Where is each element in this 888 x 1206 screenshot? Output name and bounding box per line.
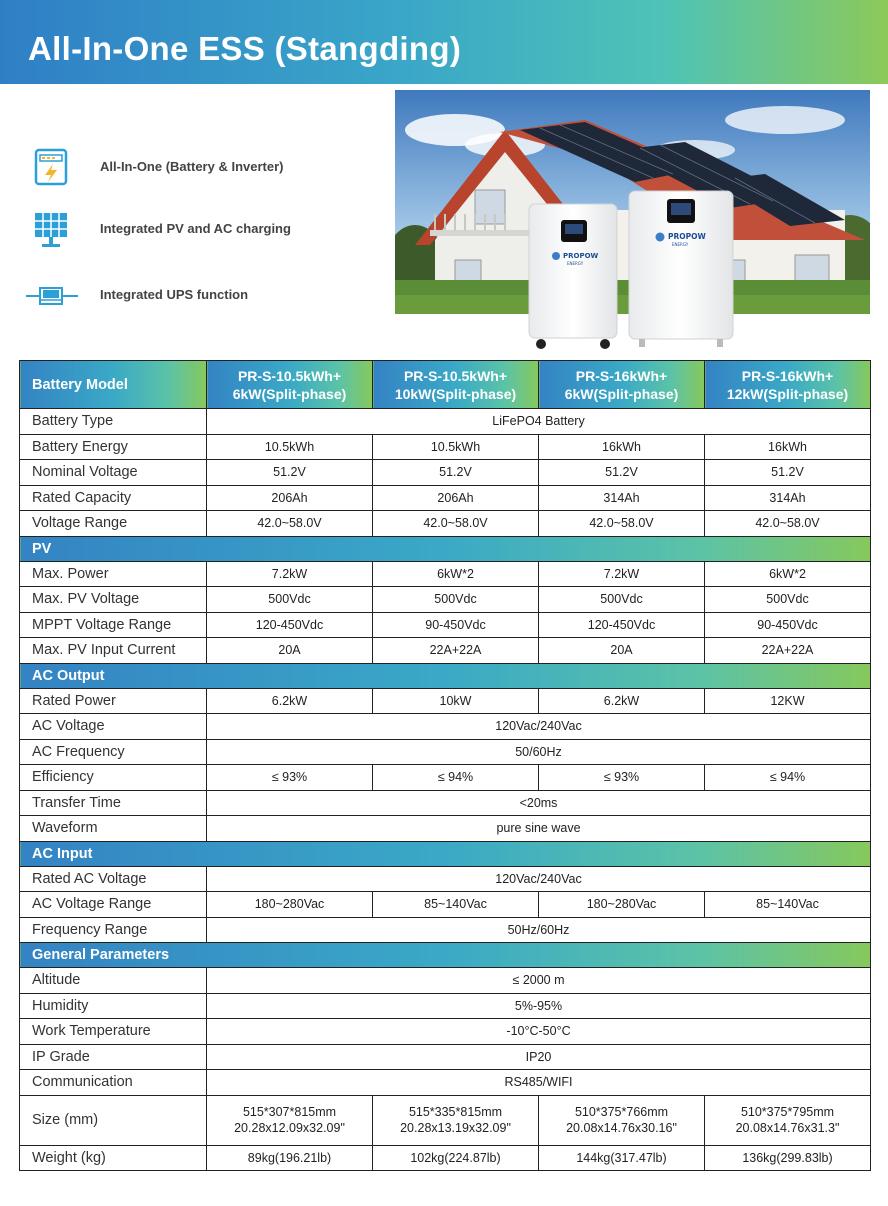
cell-value: pure sine wave bbox=[207, 816, 871, 842]
section-header-general bbox=[20, 943, 871, 968]
table-row bbox=[20, 638, 871, 664]
row-label: Frequency Range bbox=[20, 917, 207, 943]
cell-value: 7.2kW bbox=[539, 561, 705, 587]
cell-value: 22A+22A bbox=[373, 638, 539, 664]
cell-value: 500Vdc bbox=[207, 587, 373, 613]
table-row bbox=[20, 612, 871, 638]
cell-value: 51.2V bbox=[705, 460, 871, 486]
table-row bbox=[20, 1095, 871, 1145]
table-row bbox=[20, 1019, 871, 1045]
table-row bbox=[20, 1044, 871, 1070]
row-label: Voltage Range bbox=[20, 511, 207, 537]
row-label: Work Temperature bbox=[20, 1019, 207, 1045]
cell-value: 85~140Vac bbox=[705, 892, 871, 918]
table-row bbox=[20, 816, 871, 842]
cell-value: 22A+22A bbox=[705, 638, 871, 664]
cell-value: 510*375*795mm 20.08x14.76x31.3" bbox=[705, 1095, 871, 1145]
section-title: AC Output bbox=[20, 663, 871, 688]
table-row bbox=[20, 1070, 871, 1096]
cell-value: 515*335*815mm 20.28x13.19x32.09" bbox=[373, 1095, 539, 1145]
row-label: Rated Capacity bbox=[20, 485, 207, 511]
row-label: Humidity bbox=[20, 993, 207, 1019]
cell-value: 42.0~58.0V bbox=[207, 511, 373, 537]
cell-value: 515*307*815mm 20.28x12.09x32.09" bbox=[207, 1095, 373, 1145]
feature-label: Integrated UPS function bbox=[100, 287, 249, 302]
battery-inverter-icon bbox=[24, 148, 80, 188]
cell-value: 16kWh bbox=[539, 434, 705, 460]
cell-value: 50/60Hz bbox=[207, 739, 871, 765]
cell-value: 90-450Vdc bbox=[373, 612, 539, 638]
cell-value: 510*375*766mm 20.08x14.76x30.16" bbox=[539, 1095, 705, 1145]
table-row bbox=[20, 993, 871, 1019]
table-row bbox=[20, 688, 871, 714]
table-row bbox=[20, 892, 871, 918]
table-row bbox=[20, 434, 871, 460]
section-title: General Parameters bbox=[20, 943, 871, 968]
feature-item-all-in-one bbox=[24, 148, 384, 188]
table-row bbox=[20, 714, 871, 740]
model-header: PR-S-10.5kWh+ 10kW(Split-phase) bbox=[373, 361, 539, 409]
cell-value: 120-450Vdc bbox=[207, 612, 373, 638]
row-label: Weight (kg) bbox=[20, 1145, 207, 1171]
cell-value: <20ms bbox=[207, 790, 871, 816]
cell-value: RS485/WIFI bbox=[207, 1070, 871, 1096]
table-row bbox=[20, 511, 871, 537]
section-header-ac-output bbox=[20, 663, 871, 688]
cell-value: 120-450Vdc bbox=[539, 612, 705, 638]
cell-value: 500Vdc bbox=[705, 587, 871, 613]
cell-value: 136kg(299.83lb) bbox=[705, 1145, 871, 1171]
cell-value: 500Vdc bbox=[373, 587, 539, 613]
row-label: Size (mm) bbox=[20, 1095, 207, 1145]
cell-value: LiFePO4 Battery bbox=[207, 409, 871, 435]
cell-value: 7.2kW bbox=[207, 561, 373, 587]
cell-value: 85~140Vac bbox=[373, 892, 539, 918]
section-header-ac-input bbox=[20, 841, 871, 866]
cell-value: 16kWh bbox=[705, 434, 871, 460]
feature-label: All-In-One (Battery & Inverter) bbox=[100, 159, 284, 174]
title-banner bbox=[0, 0, 888, 84]
cell-value: 5%-95% bbox=[207, 993, 871, 1019]
row-label: IP Grade bbox=[20, 1044, 207, 1070]
cell-value: IP20 bbox=[207, 1044, 871, 1070]
cell-value: 12KW bbox=[705, 688, 871, 714]
model-header: PR-S-16kWh+ 12kW(Split-phase) bbox=[705, 361, 871, 409]
row-label: Nominal Voltage bbox=[20, 460, 207, 486]
row-label: Max. PV Voltage bbox=[20, 587, 207, 613]
row-label: AC Voltage bbox=[20, 714, 207, 740]
cell-value: 120Vac/240Vac bbox=[207, 866, 871, 892]
cell-value: 51.2V bbox=[539, 460, 705, 486]
table-row bbox=[20, 561, 871, 587]
cell-value: 144kg(317.47lb) bbox=[539, 1145, 705, 1171]
cell-value: 42.0~58.0V bbox=[705, 511, 871, 537]
row-label: Communication bbox=[20, 1070, 207, 1096]
row-label: MPPT Voltage Range bbox=[20, 612, 207, 638]
cell-value: 6.2kW bbox=[207, 688, 373, 714]
section-title: PV bbox=[20, 536, 871, 561]
cell-value: ≤ 94% bbox=[373, 765, 539, 791]
cell-value: 20A bbox=[207, 638, 373, 664]
row-label: Waveform bbox=[20, 816, 207, 842]
row-label: Battery Energy bbox=[20, 434, 207, 460]
table-row bbox=[20, 765, 871, 791]
cell-value: 90-450Vdc bbox=[705, 612, 871, 638]
row-label: Transfer Time bbox=[20, 790, 207, 816]
svg-text:ENERGY: ENERGY bbox=[672, 242, 689, 247]
product-photo bbox=[395, 90, 870, 352]
table-header-row bbox=[20, 361, 871, 409]
table-row bbox=[20, 739, 871, 765]
cell-value: 6kW*2 bbox=[373, 561, 539, 587]
cell-value: 206Ah bbox=[207, 485, 373, 511]
row-label: Max. PV Input Current bbox=[20, 638, 207, 664]
row-label: Rated Power bbox=[20, 688, 207, 714]
solar-panel-icon bbox=[24, 210, 80, 250]
table-row bbox=[20, 917, 871, 943]
table-row bbox=[20, 968, 871, 994]
cell-value: 314Ah bbox=[705, 485, 871, 511]
row-label: AC Voltage Range bbox=[20, 892, 207, 918]
cell-value: ≤ 93% bbox=[207, 765, 373, 791]
svg-text:ENERGY: ENERGY bbox=[567, 261, 584, 266]
cell-value: 120Vac/240Vac bbox=[207, 714, 871, 740]
cell-value: -10°C-50°C bbox=[207, 1019, 871, 1045]
feature-label: Integrated PV and AC charging bbox=[100, 221, 291, 236]
row-label: Efficiency bbox=[20, 765, 207, 791]
section-header-pv bbox=[20, 536, 871, 561]
cell-value: 10.5kWh bbox=[207, 434, 373, 460]
table-row bbox=[20, 460, 871, 486]
cell-value: 10.5kWh bbox=[373, 434, 539, 460]
cell-value: ≤ 2000 m bbox=[207, 968, 871, 994]
page-title: All-In-One ESS (Stangding) bbox=[28, 30, 462, 67]
cell-value: 314Ah bbox=[539, 485, 705, 511]
cell-value: 42.0~58.0V bbox=[539, 511, 705, 537]
feature-item-ups bbox=[24, 276, 384, 316]
cell-value: 206Ah bbox=[373, 485, 539, 511]
cell-value: 6kW*2 bbox=[705, 561, 871, 587]
cell-value: 102kg(224.87lb) bbox=[373, 1145, 539, 1171]
table-row bbox=[20, 587, 871, 613]
cell-value: 500Vdc bbox=[539, 587, 705, 613]
cell-value: 180~280Vac bbox=[207, 892, 373, 918]
table-row bbox=[20, 866, 871, 892]
cell-value: 51.2V bbox=[207, 460, 373, 486]
model-header: PR-S-16kWh+ 6kW(Split-phase) bbox=[539, 361, 705, 409]
spec-table bbox=[19, 360, 871, 1171]
cell-value: 89kg(196.21lb) bbox=[207, 1145, 373, 1171]
cell-value: 51.2V bbox=[373, 460, 539, 486]
table-row bbox=[20, 1145, 871, 1171]
cell-value: 6.2kW bbox=[539, 688, 705, 714]
svg-text:PROPOW: PROPOW bbox=[563, 252, 599, 260]
row-label: Battery Type bbox=[20, 409, 207, 435]
svg-text:PROPOW: PROPOW bbox=[668, 232, 706, 241]
cell-value: 50Hz/60Hz bbox=[207, 917, 871, 943]
model-header: PR-S-10.5kWh+ 6kW(Split-phase) bbox=[207, 361, 373, 409]
cell-value: 10kW bbox=[373, 688, 539, 714]
ups-icon bbox=[24, 276, 80, 316]
battery-model-header: Battery Model bbox=[20, 361, 207, 409]
row-label: Altitude bbox=[20, 968, 207, 994]
row-label: Max. Power bbox=[20, 561, 207, 587]
row-label: Rated AC Voltage bbox=[20, 866, 207, 892]
table-row bbox=[20, 485, 871, 511]
cell-value: 180~280Vac bbox=[539, 892, 705, 918]
table-row bbox=[20, 790, 871, 816]
cell-value: ≤ 93% bbox=[539, 765, 705, 791]
section-title: AC Input bbox=[20, 841, 871, 866]
feature-item-pv-charging bbox=[24, 210, 384, 250]
cell-value: ≤ 94% bbox=[705, 765, 871, 791]
row-label: AC Frequency bbox=[20, 739, 207, 765]
cell-value: 42.0~58.0V bbox=[373, 511, 539, 537]
cell-value: 20A bbox=[539, 638, 705, 664]
table-row bbox=[20, 409, 871, 435]
